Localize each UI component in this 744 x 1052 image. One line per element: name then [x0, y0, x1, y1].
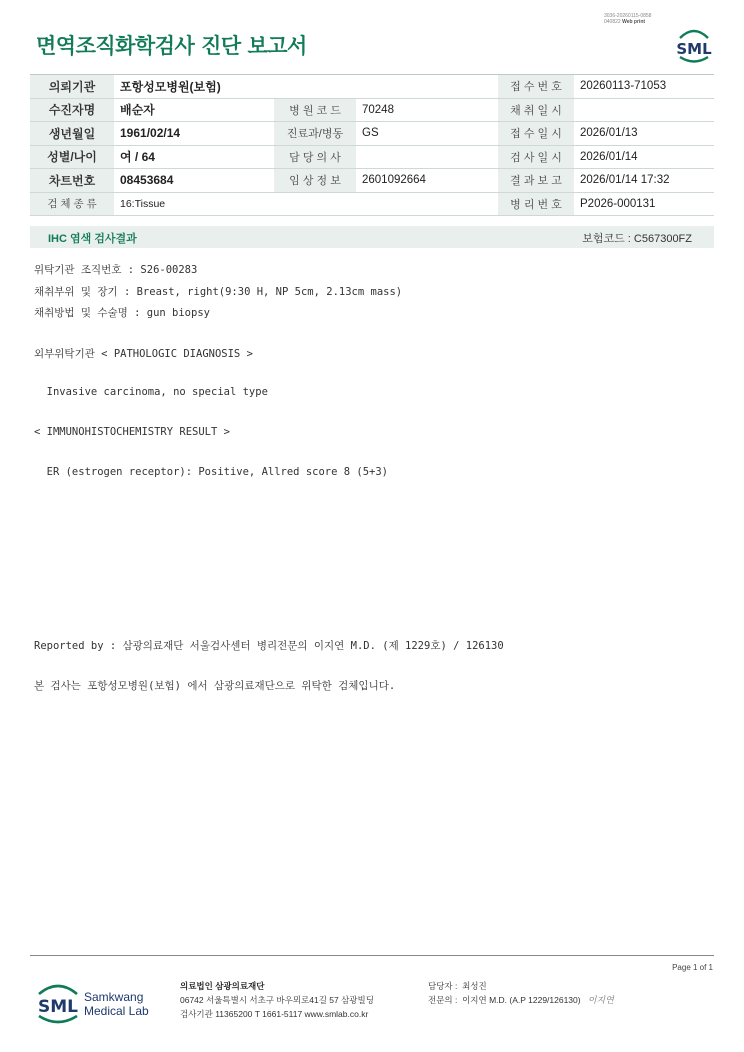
info-value: 배순자 — [114, 98, 274, 122]
specialist-name: 이지연 M.D. (A.P 1229/126130) — [462, 995, 581, 1005]
report-line: Invasive carcinoma, no special type — [34, 386, 268, 398]
info-value: 08453684 — [114, 169, 274, 193]
info-value: 70248 — [356, 98, 498, 122]
info-value: 1961/02/14 — [114, 122, 274, 146]
insurance-code: 보험코드 : C567300FZ — [582, 233, 692, 245]
info-row — [30, 192, 714, 216]
info-label: 검 사 일 시 — [498, 145, 574, 169]
footer-org-info — [180, 979, 374, 1021]
info-label: 병 리 번 호 — [498, 192, 574, 216]
info-value: P2026-000131 — [574, 192, 714, 216]
info-label: 결 과 보 고 — [498, 169, 574, 193]
info-row — [30, 145, 714, 169]
staff-label: 담당자 : — [428, 981, 458, 991]
patient-info-table — [30, 74, 714, 216]
info-label: 검 체 종 류 — [30, 192, 114, 216]
info-row — [30, 122, 714, 146]
report-line: 채취부위 및 장기 : Breast, right(9:30 H, NP 5cm, 2.13cm mass) — [34, 286, 403, 298]
print-meta — [604, 13, 651, 25]
info-row — [30, 75, 714, 99]
info-value — [574, 98, 714, 122]
signature: 이지연 — [587, 996, 614, 1006]
footer-logo-line1: Samkwang — [84, 990, 144, 1004]
samkwang-logo-icon — [36, 980, 166, 1026]
sml-logo-icon — [674, 26, 714, 64]
info-label: 병 원 코 드 — [274, 98, 356, 122]
print-meta-line1: 3036-20260115-0858 — [604, 13, 652, 19]
info-label: 진료과/병동 — [274, 122, 356, 146]
info-label: 담 당 의 사 — [274, 145, 356, 169]
info-row — [30, 98, 714, 122]
info-value: 2601092664 — [356, 169, 498, 193]
info-value: 2026/01/14 17:32 — [574, 169, 714, 193]
footer-logo-line2: Medical Lab — [84, 1004, 149, 1018]
reported-by: Reported by : 삼광의료재단 서울검사센터 병리전문의 이지연 M.D. (제 1229호) / 126130 — [34, 640, 504, 652]
info-value: GS — [356, 122, 498, 146]
section-title: IHC 염색 검사결과 — [48, 233, 137, 245]
info-label: 임 상 정 보 — [274, 169, 356, 193]
info-label: 생년월일 — [30, 122, 114, 146]
page-number: Page 1 of 1 — [672, 963, 713, 972]
footer-staff-info — [428, 979, 614, 1008]
info-label: 의뢰기관 — [30, 75, 114, 99]
info-label: 성별/나이 — [30, 145, 114, 169]
ihc-section-header — [30, 226, 714, 248]
org-contact: 검사기관 11365200 T 1661-5117 www.smlab.co.kr — [180, 1009, 369, 1019]
logo-top-text: SML — [676, 40, 712, 58]
page-title: 면역조직화학검사 진단 보고서 — [36, 34, 307, 58]
info-value: 16:Tissue — [114, 192, 498, 216]
org-address: 06742 서울특별시 서초구 바우뫼로41길 57 삼광빌딩 — [180, 995, 374, 1005]
footer-logo-sml: SML — [38, 997, 78, 1017]
info-label: 접 수 일 시 — [498, 122, 574, 146]
info-label: 차트번호 — [30, 169, 114, 193]
info-row — [30, 169, 714, 193]
info-value: 2026/01/13 — [574, 122, 714, 146]
specialist-label: 전문의 : — [428, 995, 458, 1005]
report-line: 위탁기관 조직번호 : S26-00283 — [34, 264, 198, 276]
staff-name: 최성진 — [462, 981, 487, 991]
footer-divider — [30, 955, 714, 956]
print-meta-line2: 040822 Web print — [604, 19, 646, 25]
report-line: < IMMUNOHISTOCHEMISTRY RESULT > — [34, 426, 230, 438]
info-label: 접 수 번 호 — [498, 75, 574, 99]
report-line: 채취방법 및 수술명 : gun biopsy — [34, 307, 210, 319]
info-value: 여 / 64 — [114, 145, 274, 169]
report-line: 외부위탁기관 < PATHOLOGIC DIAGNOSIS > — [34, 348, 253, 360]
info-label: 수진자명 — [30, 98, 114, 122]
info-value: 2026/01/14 — [574, 145, 714, 169]
info-value: 20260113-71053 — [574, 75, 714, 99]
consignment-notice: 본 검사는 포항성모병원(보험) 에서 삼광의료재단으로 위탁한 검체입니다. — [34, 680, 396, 692]
info-value: 포항성모병원(보험) — [114, 75, 498, 99]
report-line: ER (estrogen receptor): Positive, Allred score 8 (5+3) — [34, 466, 389, 478]
info-label: 채 취 일 시 — [498, 98, 574, 122]
org-name: 의료법인 삼광의료재단 — [180, 981, 265, 991]
info-value — [356, 145, 498, 169]
